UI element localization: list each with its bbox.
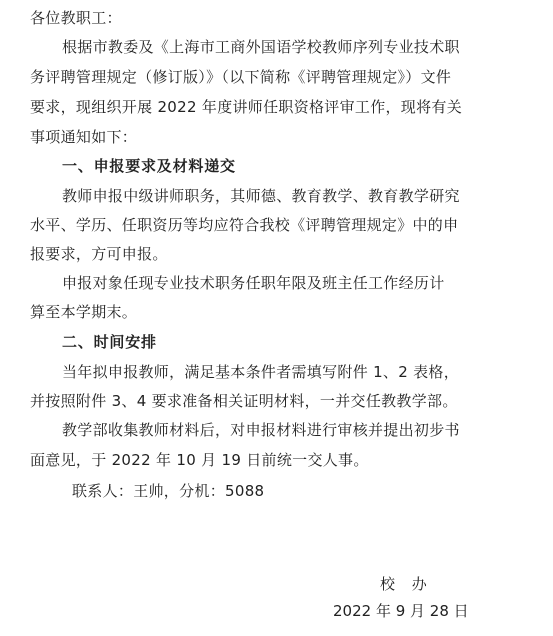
section-1-heading: 一、申报要求及材料递交: [62, 157, 236, 175]
intro-line-1: 根据市教委及《上海市工商外国语学校教师序列专业技术职: [62, 38, 460, 56]
section-2-para-1-line-2: 并按照附件 3、4 要求准备相关证明材料，一并交任教教学部。: [30, 392, 458, 410]
signature-office: 校 办: [380, 575, 433, 593]
section-2-para-1-line-1: 当年拟申报教师，满足基本条件者需填写附件 1、2 表格，: [62, 363, 460, 381]
section-1-para-1-line-2: 水平、学历、任职资历等均应符合我校《评聘管理规定》中的申: [30, 216, 459, 234]
section-1-para-2-line-2: 算至本学期末。: [30, 303, 138, 321]
section-1-para-2-line-1: 申报对象任现专业技术职务任职年限及班主任工作经历计: [62, 274, 445, 292]
section-2-para-2-line-1: 教学部收集教师材料后，对申报材料进行审核并提出初步书: [62, 421, 460, 439]
intro-line-4: 事项通知如下：: [30, 128, 138, 146]
section-1-para-1-line-3: 报要求，方可申报。: [30, 245, 168, 263]
section-1-para-1-line-1: 教师申报中级讲师职务，其师德、教育教学、教育教学研究: [62, 187, 460, 205]
section-2-heading: 二、时间安排: [62, 333, 157, 351]
section-2-para-2-line-2: 面意见，于 2022 年 10 月 19 日前统一交人事。: [30, 451, 369, 469]
salutation: 各位教职工：: [30, 9, 122, 27]
signature-date: 2022 年 9 月 28 日: [333, 602, 469, 620]
intro-line-3: 要求，现组织开展 2022 年度讲师任职资格评审工作，现将有关: [30, 98, 463, 116]
contact-line: 联系人：王帅，分机：5088: [72, 482, 265, 500]
intro-line-2: 务评聘管理规定（修订版）》（以下简称《评聘管理规定》）文件: [30, 68, 452, 86]
